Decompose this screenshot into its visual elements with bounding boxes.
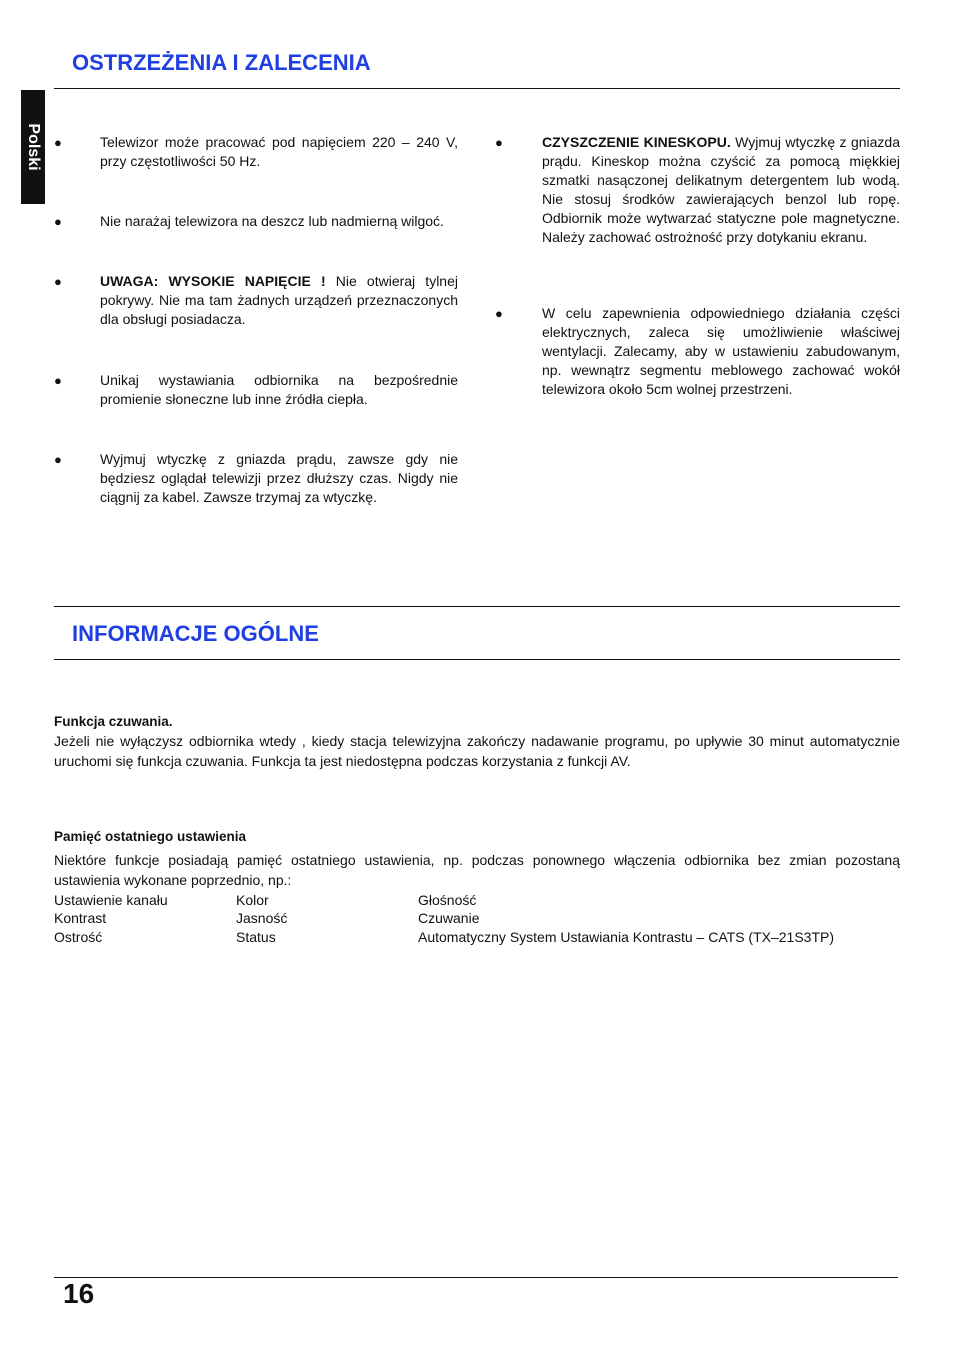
item-text: Telewizor może pracować pod napięciem 220 – 240 V, przy częstotliwości 50 Hz.	[100, 134, 458, 169]
bullet-icon: ●	[54, 274, 62, 289]
section-rule-bottom	[54, 659, 900, 660]
bullet-icon: ●	[495, 306, 503, 321]
item-text: Wyjmuj wtyczkę z gniazda prądu. Kineskop można czyścić za pomocą miękkiej szmatki nasączonej delikatnym detergentem lub wodą. Nie stosuj środków zawierających benzol lub ropę. Odbiornik może wytwarzać statyczne pole magnetyczne. Należy zachować ostrożność przy dotykaniu ekranu.	[542, 134, 900, 245]
item-bold-text: UWAGA: WYSOKIE NAPIĘCIE !	[100, 273, 326, 289]
section-title-warnings: OSTRZEŻENIA I ZALECENIA	[72, 50, 371, 75]
item-bold-text: CZYSZCZENIE KINESKOPU.	[542, 134, 731, 150]
standby-title: Funkcja czuwania.	[54, 714, 173, 729]
memory-title: Pamięć ostatniego ustawienia	[54, 829, 247, 844]
section-rule-top	[54, 606, 900, 607]
bullet-icon: ●	[495, 135, 503, 150]
settings-cell: Kolor	[236, 892, 269, 908]
bullet-icon: ●	[54, 135, 62, 150]
footer-rule	[54, 1277, 898, 1278]
section-title-general: INFORMACJE OGÓLNE	[72, 621, 319, 646]
settings-cell: Głośność	[418, 892, 477, 908]
settings-cell: Czuwanie	[418, 910, 480, 926]
item-text: W celu zapewnienia odpowiedniego działania części elektrycznych, zaleca się umożliwienie właściwej wentylacji. Zalecamy, aby w ustawieniu zabudowanym, np. wewnątrz segmentu meblowego zachować wokół telewizora około 5cm wolnej przestrzeni.	[542, 305, 900, 397]
settings-cell: Ostrość	[54, 929, 103, 945]
item-text: Unikaj wystawiania odbiornika na bezpośrednie promienie słoneczne lub inne źródła ciepła.	[100, 372, 458, 407]
settings-cell: Automatyczny System Ustawiania Kontrastu – CATS (TX–21S3TP)	[418, 929, 835, 945]
item-text: Nie otwieraj tylnej pokrywy. Nie ma tam żadnych urządzeń przeznaczonych dla obsługi posiadacza.	[100, 273, 458, 327]
item-text: Wyjmuj wtyczkę z gniazda prądu, zawsze gdy nie będziesz oglądał telewizji przez dłuższy czas. Nigdy nie ciągnij za kabel. Zawsze trzymaj za wtyczkę.	[100, 451, 458, 505]
language-tab	[21, 90, 45, 204]
settings-cell: Jasność	[236, 910, 288, 926]
language-tab-label: Polski	[25, 123, 42, 171]
section-rule-top	[54, 88, 900, 89]
memory-text: Niektóre funkcje posiadają pamięć ostatniego ustawienia, np. podczas ponownego włączenia odbiornika bez zmian pozostaną ustawienia wykonane poprzednio, np.:	[54, 852, 900, 888]
settings-cell: Kontrast	[54, 910, 107, 926]
settings-cell: Status	[236, 929, 276, 945]
standby-text: Jeżeli nie wyłączysz odbiornika wtedy , kiedy stacja telewizyjna zakończy nadawanie programu, po upływie 30 minut automatycznie uruchomi się funkcja czuwania. Funkcja ta jest niedostępna podczas korzystania z funkcji AV.	[54, 733, 900, 769]
item-text: Nie narażaj telewizora na deszcz lub nadmierną wilgoć.	[100, 213, 444, 229]
page-number: 16	[63, 1278, 95, 1309]
settings-cell: Ustawienie kanału	[54, 892, 168, 908]
bullet-icon: ●	[54, 214, 62, 229]
bullet-icon: ●	[54, 452, 62, 467]
bullet-icon: ●	[54, 373, 62, 388]
